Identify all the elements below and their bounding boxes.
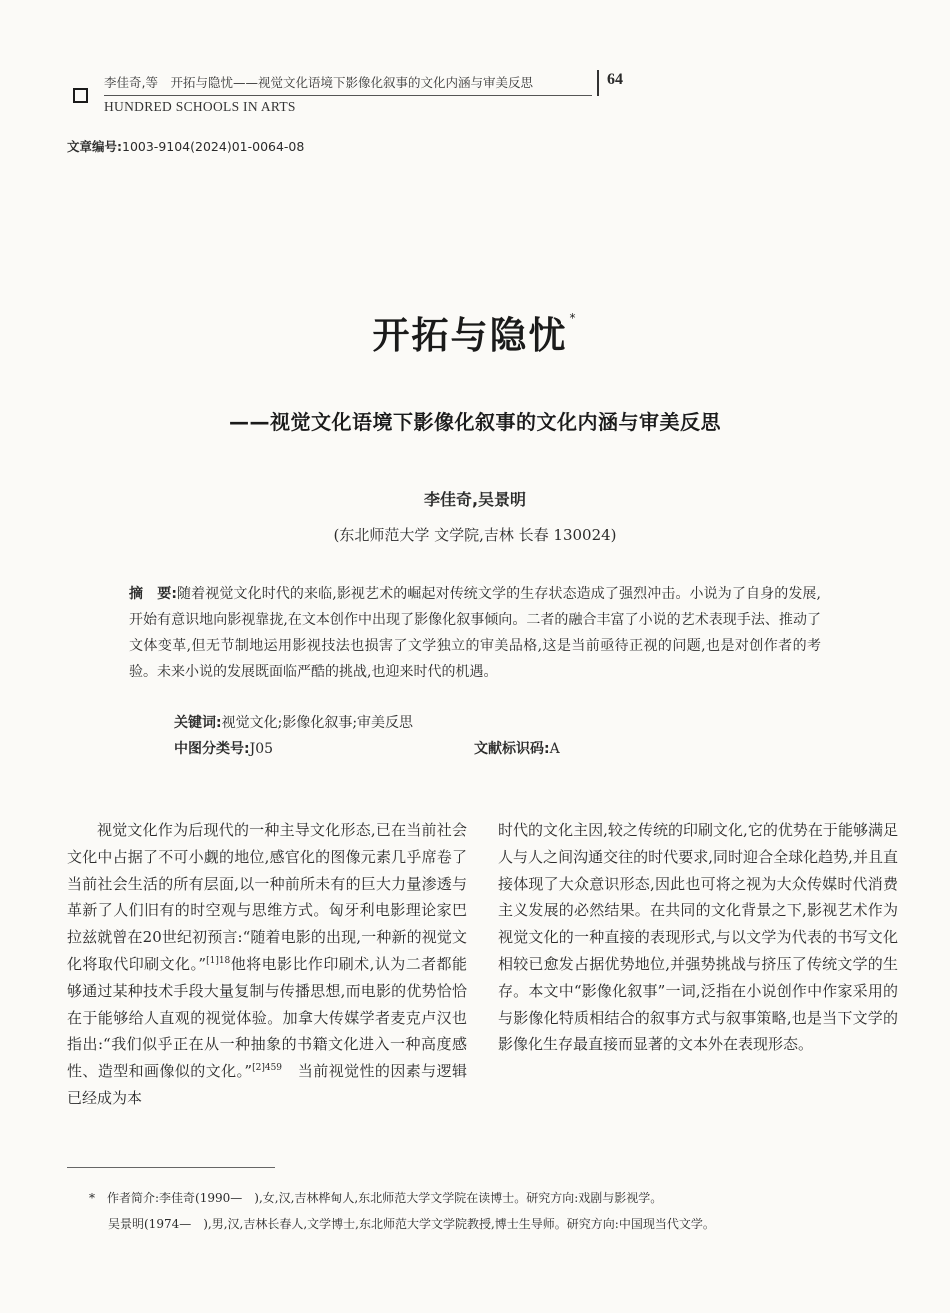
affiliation: (东北师范大学 文学院,吉林 长春 130024) — [333, 526, 617, 544]
body-text: 当前视觉性的因素与逻辑已经成为本 — [67, 1062, 467, 1107]
footnote-rule — [67, 1167, 275, 1168]
doc-code-label: 文献标识码: — [474, 741, 550, 757]
body-column-right — [498, 817, 898, 1058]
subtitle: ——视觉文化语境下影像化叙事的文化内涵与审美反思 — [229, 410, 721, 434]
header-rule — [104, 95, 592, 96]
title-block — [0, 305, 950, 359]
journal-name: HUNDRED SCHOOLS IN ARTS — [104, 99, 296, 114]
abstract — [129, 581, 821, 685]
title-text: 开拓与隐忧 — [372, 314, 568, 357]
keywords-label: 关键词: — [174, 715, 222, 731]
footnote-author-2: 吴景明(1974— ),男,汉,吉林长春人,文学博士,东北师范大学文学院教授,博士生导师。研究方向:中国现当代文学。 — [108, 1217, 715, 1231]
body-column-left — [67, 817, 467, 1112]
citation: [1]18 — [206, 955, 231, 966]
abstract-label: 摘 要: — [129, 586, 177, 602]
authors: 李佳奇,吴景明 — [423, 490, 527, 509]
keywords-value: 视觉文化;影像化叙事;审美反思 — [221, 715, 414, 731]
article-number-label: 文章编号: — [67, 139, 122, 154]
title-footnote-mark: * — [569, 311, 578, 325]
body-text: 视觉文化作为后现代的一种主导文化形态,已在当前社会文化中占据了不可小觑的地位,感官化的图像元素几乎席卷了当前社会生活的所有层面,以一种前所未有的巨大力量渗透与革新了人们旧有的时空观与思维方式。匈牙利电影理论家巴拉兹就曾在20世纪初预言:“随着电影的出现,一种新的视觉文化将取代印刷文化。” — [67, 821, 467, 973]
document-code — [474, 738, 560, 758]
clc-number — [174, 738, 273, 758]
keywords — [174, 712, 413, 732]
body-paragraph — [498, 817, 898, 1058]
body-text: 时代的文化主因,较之传统的印刷文化,它的优势在于能够满足人与人之间沟通交往的时代要求,同时迎合全球化趋势,并且直接体现了大众意识形态,因此也可将之视为大众传媒时代消费主义发展的必然结果。 — [498, 821, 898, 920]
header-divider — [597, 70, 599, 96]
running-header-title: 李佳奇,等 开拓与隐忧——视觉文化语境下影像化叙事的文化内涵与审美反思 — [104, 75, 533, 90]
doc-code-value: A — [549, 741, 560, 757]
abstract-text: 随着视觉文化时代的来临,影视艺术的崛起对传统文学的生存状态造成了强烈冲击。小说为了自身的发展,开始有意识地向影视靠拢,在文本创作中出现了影像化叙事倾向。二者的融合丰富了小说的艺术表现手法、推动了文体变革,但无节制地运用影视技法也损害了文学独立的审美品格,这是当前亟待正视的问题,也是对创作者的考验。未来小说的发展既面临严酷的挑战,也迎来时代的机遇。 — [129, 586, 821, 680]
footnote-author-1: * 作者简介:李佳奇(1990— ),女,汉,吉林桦甸人,东北师范大学文学院在读博士。研究方向:戏剧与影视学。 — [89, 1191, 663, 1205]
citation: [2]459 — [252, 1063, 283, 1074]
article-number-value: 1003-9104(2024)01-0064-08 — [122, 139, 305, 154]
body-paragraph — [67, 817, 467, 1112]
page-number: 64 — [607, 71, 623, 88]
body-text: 他将电影比作印刷术,认为二者都能够通过某种技术手段大量复制与传播思想,而电影的优势恰恰在于能够给人直观的视觉体验。加拿大传媒学者麦克卢汉也指出:“我们似乎正在从一种抽象的书籍文化进入一种高度感性、造型和画像似的文化。” — [67, 954, 467, 1081]
page-title — [372, 311, 578, 357]
clc-label: 中图分类号: — [174, 741, 250, 757]
article-number — [67, 137, 304, 155]
body-text: 在共同的文化背景之下,影视艺术作为视觉文化的一种直接的表现形式,与以文学为代表的书写文化相较已愈发占据优势地位,并强势挑战与挤压了传统文学的生存。本文中“影像化叙事”一词,泛指在小说创作中作家采用的与影像化特质相结合的叙事方式与叙事策略,也是当下文学的影像化生存最直接而显著的文本外在表现形态。 — [498, 901, 898, 1054]
header-box-icon — [73, 88, 88, 103]
clc-value: J05 — [249, 741, 274, 757]
